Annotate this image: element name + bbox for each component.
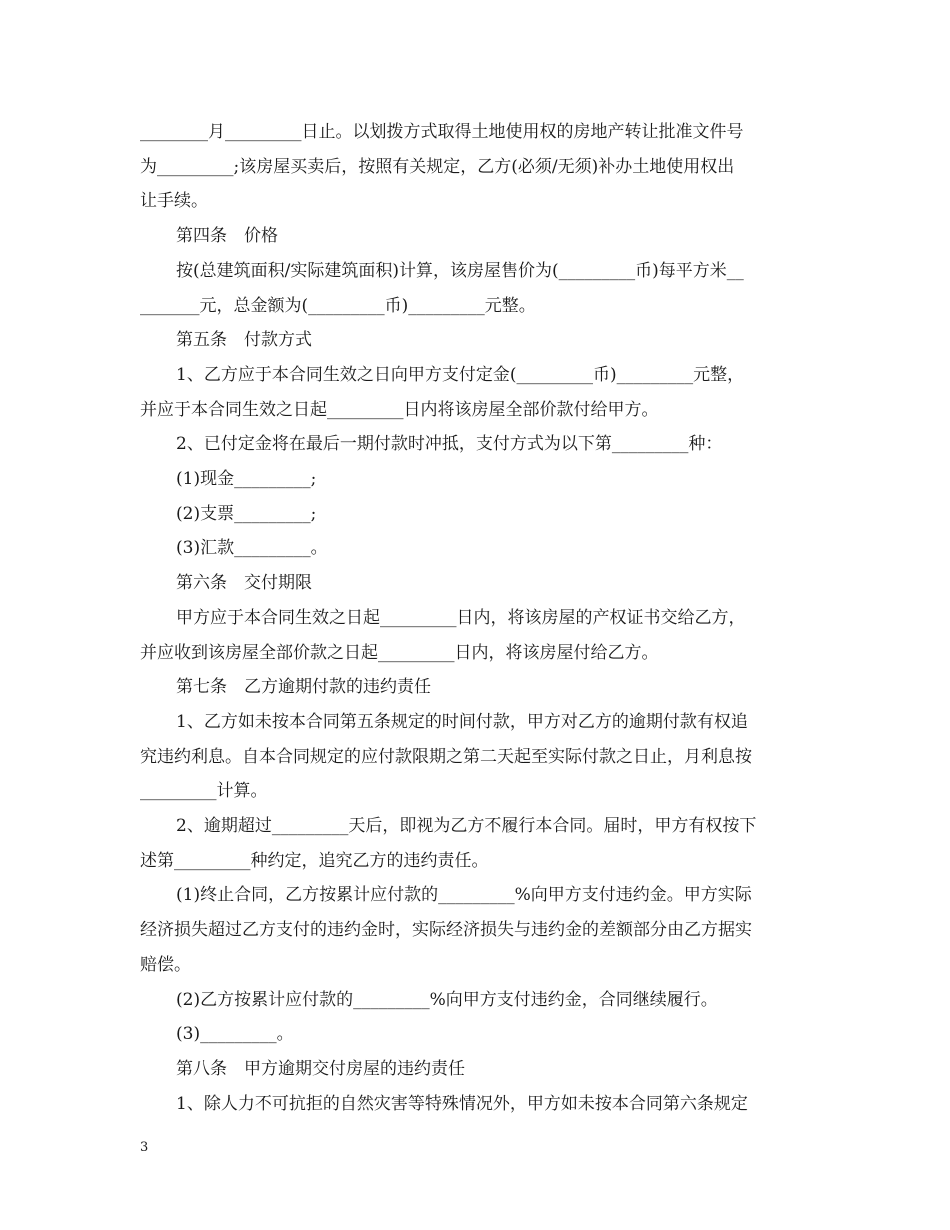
list-item: (2)乙方按累计应付款的_________%向甲方支付违约金，合同继续履行。 bbox=[176, 989, 718, 1010]
list-item: (3)汇款_________。 bbox=[176, 538, 328, 559]
text-line: 并应收到该房屋全部价款之日起_________日内，将该房屋付给乙方。 bbox=[140, 642, 659, 663]
section-heading: 第四条 价格 bbox=[176, 226, 278, 247]
text-line: 为_________;该房屋买卖后，按照有关规定，乙方(必须/无须)补办土地使用权出 bbox=[140, 156, 735, 177]
section-heading: 第八条 甲方逾期交付房屋的违约责任 bbox=[176, 1058, 465, 1079]
list-item: (1)终止合同，乙方按累计应付款的_________%向甲方支付违约金。甲方实际 bbox=[176, 885, 752, 906]
section-heading: 第六条 交付期限 bbox=[176, 573, 312, 594]
section-heading: 第五条 付款方式 bbox=[176, 330, 312, 351]
text-line: 赔偿。 bbox=[140, 954, 191, 975]
text-line: 1、乙方应于本合同生效之日向甲方支付定金(_________币)_________元整， bbox=[176, 364, 745, 385]
text-line: 1、除人力不可抗拒的自然灾害等特殊情况外，甲方如未按本合同第六条规定 bbox=[176, 1093, 748, 1114]
text-line: ________月_________日止。以划拨方式取得土地使用权的房地产转让批准文件号 bbox=[140, 122, 744, 142]
text-line: 究违约利息。自本合同规定的应付款限期之第二天起至实际付款之日止，月利息按 bbox=[140, 746, 752, 767]
list-item: (1)现金_________; bbox=[176, 469, 317, 490]
document-body bbox=[140, 115, 812, 1121]
text-line: 2、逾期超过_________天后，即视为乙方不履行本合同。届时，甲方有权按下 bbox=[176, 816, 757, 837]
text-line: 让手续。 bbox=[140, 191, 208, 212]
text-line: 经济损失超过乙方支付的违约金时，实际经济损失与违约金的差额部分由乙方据实 bbox=[140, 920, 752, 941]
list-item: (3)_________。 bbox=[176, 1024, 294, 1045]
text-line: 1、乙方如未按本合同第五条规定的时间付款，甲方对乙方的逾期付款有权追 bbox=[176, 711, 748, 732]
section-heading: 第七条 乙方逾期付款的违约责任 bbox=[176, 677, 431, 698]
text-line: _______元，总金额为(_________币)_________元整。 bbox=[140, 295, 536, 316]
text-line: 2、已付定金将在最后一期付款时冲抵，支付方式为以下第_________种： bbox=[176, 434, 723, 455]
text-line: 按(总建筑面积/实际建筑面积)计算，该房屋售价为(_________币)每平方米__ bbox=[176, 260, 744, 281]
text-line: 述第_________种约定，追究乙方的违约责任。 bbox=[140, 850, 489, 871]
list-item: (2)支票_________; bbox=[176, 503, 317, 524]
text-line: 并应于本合同生效之日起_________日内将该房屋全部价款付给甲方。 bbox=[140, 399, 659, 420]
page-number: 3 bbox=[140, 1140, 149, 1155]
text-line: 甲方应于本合同生效之日起_________日内，将该房屋的产权证书交给乙方， bbox=[176, 607, 746, 628]
text-line: _________计算。 bbox=[140, 781, 268, 802]
